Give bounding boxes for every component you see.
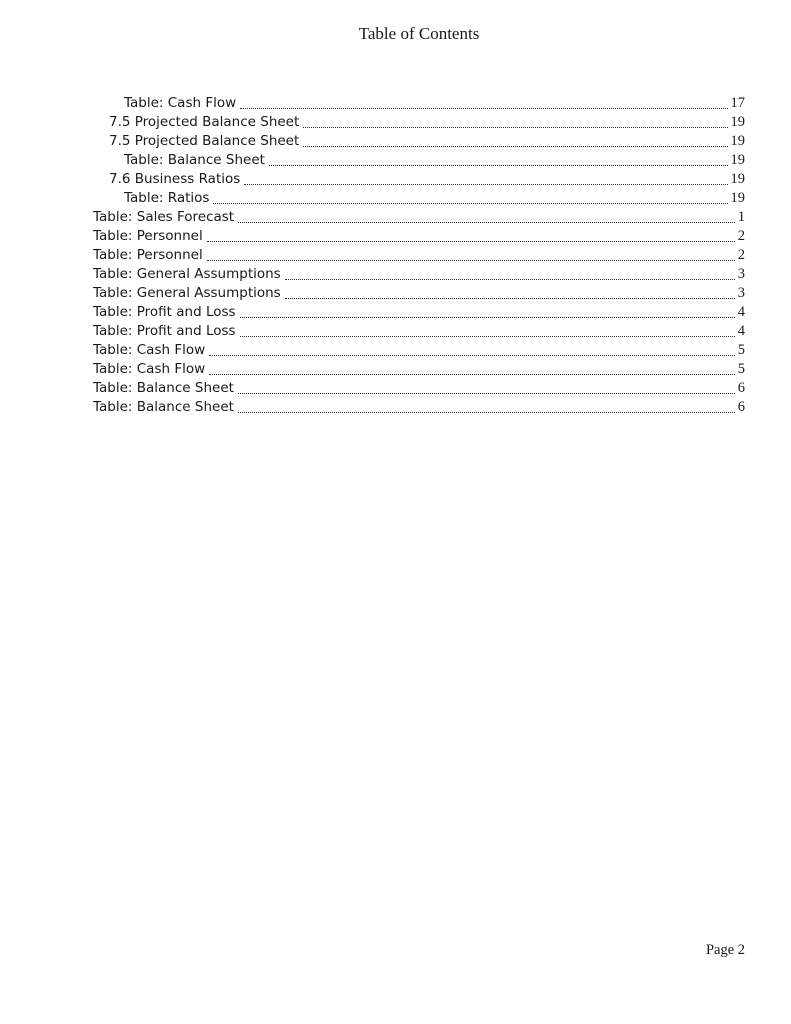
toc-entry-row xyxy=(93,170,745,189)
toc-entry-row xyxy=(93,208,745,227)
toc-entry-page-number: 19 xyxy=(730,171,745,187)
dot-leader-line xyxy=(269,165,728,166)
toc-entry-page-number: 5 xyxy=(737,342,745,358)
toc-entry-label: Table: Cash Flow xyxy=(93,342,206,358)
dot-leader-line xyxy=(238,412,735,413)
toc-entry-label: Table: Profit and Loss xyxy=(93,323,236,339)
dot-leader-line xyxy=(240,108,727,109)
toc-entry-row xyxy=(93,284,745,303)
toc-entry-page-number: 1 xyxy=(737,209,745,225)
toc-entry-label: Table: Personnel xyxy=(93,228,203,244)
toc-entry-row xyxy=(93,398,745,417)
toc-entry-label: 7.5 Projected Balance Sheet xyxy=(109,114,300,130)
toc-entry-row xyxy=(93,151,745,170)
toc-entry-row xyxy=(93,379,745,398)
toc-entry-row xyxy=(93,322,745,341)
dot-leader-line xyxy=(209,374,735,375)
toc-entry-page-number: 19 xyxy=(730,133,745,149)
toc-entry-label: Table: Ratios xyxy=(124,190,210,206)
dot-leader-line xyxy=(240,317,735,318)
toc-entry-row xyxy=(93,189,745,208)
toc-entry-page-number: 3 xyxy=(737,285,745,301)
toc-entry-row xyxy=(93,246,745,265)
toc-entry-page-number: 2 xyxy=(737,228,745,244)
toc-entry-label: Table: Profit and Loss xyxy=(93,304,236,320)
toc-list xyxy=(93,94,745,417)
dot-leader-line xyxy=(303,127,727,128)
dot-leader-line xyxy=(238,393,735,394)
dot-leader-line xyxy=(240,336,735,337)
toc-entry-label: 7.5 Projected Balance Sheet xyxy=(109,133,300,149)
toc-entry-page-number: 17 xyxy=(730,95,745,111)
toc-entry-label: Table: Cash Flow xyxy=(93,361,206,377)
dot-leader-line xyxy=(213,203,727,204)
toc-entry-page-number: 5 xyxy=(737,361,745,377)
toc-entry-page-number: 2 xyxy=(737,247,745,263)
toc-entry-page-number: 6 xyxy=(737,399,745,415)
toc-entry-label: Table: Sales Forecast xyxy=(93,209,235,225)
toc-entry-label: Table: General Assumptions xyxy=(93,266,281,282)
toc-entry-page-number: 19 xyxy=(730,152,745,168)
toc-entry-row xyxy=(93,94,745,113)
toc-entry-page-number: 6 xyxy=(737,380,745,396)
toc-entry-page-number: 19 xyxy=(730,190,745,206)
toc-entry-label: Table: Cash Flow xyxy=(124,95,237,111)
toc-entry-page-number: 4 xyxy=(737,323,745,339)
dot-leader-line xyxy=(285,298,735,299)
toc-entry-label: Table: Balance Sheet xyxy=(93,380,234,396)
page-footer: Page 2 xyxy=(705,942,745,958)
toc-entry-page-number: 4 xyxy=(737,304,745,320)
toc-entry-label: 7.6 Business Ratios xyxy=(109,171,241,187)
toc-entry-row xyxy=(93,341,745,360)
toc-entry-row xyxy=(93,360,745,379)
toc-entry-row xyxy=(93,265,745,284)
toc-entry-page-number: 3 xyxy=(737,266,745,282)
dot-leader-line xyxy=(207,260,735,261)
toc-entry-label: Table: Balance Sheet xyxy=(124,152,265,168)
toc-entry-label: Table: General Assumptions xyxy=(93,285,281,301)
toc-entry-row xyxy=(93,303,745,322)
toc-entry-row xyxy=(93,132,745,151)
dot-leader-line xyxy=(238,222,735,223)
toc-entry-page-number: 19 xyxy=(730,114,745,130)
dot-leader-line xyxy=(303,146,727,147)
toc-entry-row xyxy=(93,227,745,246)
toc-entry-label: Table: Balance Sheet xyxy=(93,399,234,415)
toc-entry-label: Table: Personnel xyxy=(93,247,203,263)
page-title: Table of Contents xyxy=(358,24,480,43)
dot-leader-line xyxy=(207,241,735,242)
dot-leader-line xyxy=(244,184,727,185)
dot-leader-line xyxy=(209,355,735,356)
dot-leader-line xyxy=(285,279,735,280)
toc-entry-row xyxy=(93,113,745,132)
